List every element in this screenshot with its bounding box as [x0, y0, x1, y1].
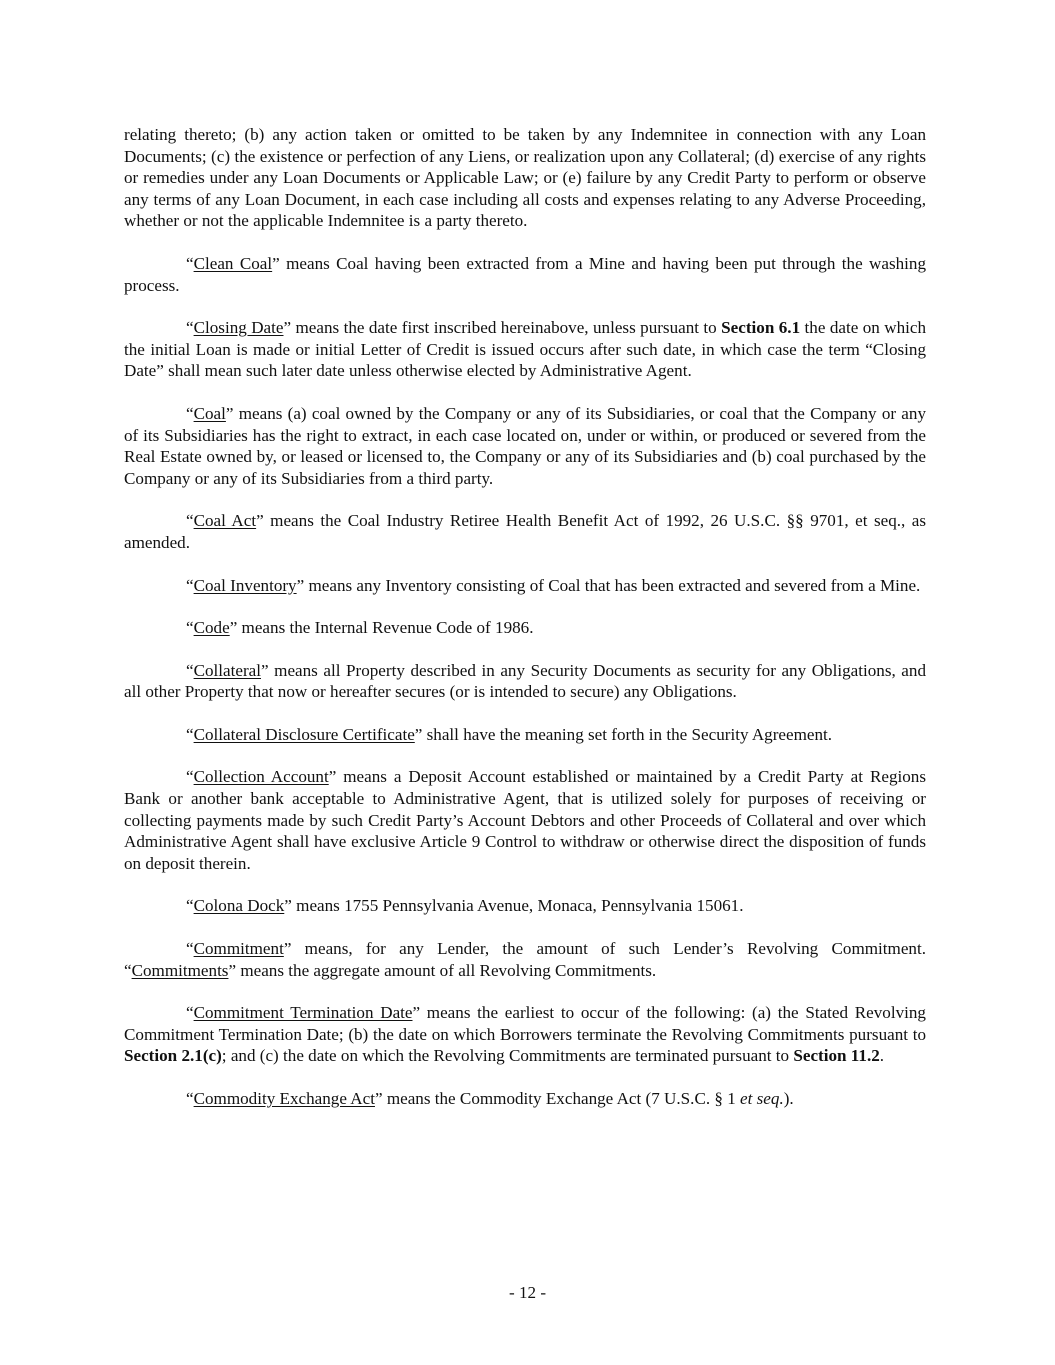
paragraph-text: “ [186, 660, 194, 680]
definition-paragraph [124, 124, 926, 232]
defined-term: Collateral Disclosure Certificate [193, 724, 415, 744]
paragraph-text: ” means the Coal Industry Retiree Health Benefit Act of 1992, 26 U.S.C. §§ 9701, et seq., as amended. [124, 511, 927, 552]
defined-term: Coal Act [193, 511, 257, 531]
paragraph-text: “ [186, 318, 194, 338]
definition-paragraph [124, 766, 926, 874]
document-body [124, 124, 926, 1131]
paragraph-text: ” means, for any Lender, the amount of such Lender’s Revolving Commitment. “ [124, 939, 926, 980]
paragraph-text: ” means the Commodity Exchange Act (7 U.S.C. § 1 [374, 1089, 741, 1108]
definition-paragraph [124, 575, 926, 597]
defined-term: Collateral [193, 660, 261, 680]
definition-paragraph [124, 1002, 926, 1067]
definition-paragraph [124, 1088, 926, 1110]
paragraph-text: ” means the Internal Revenue Code of 1986. [229, 618, 534, 638]
section-reference: Section 6.1 [721, 318, 801, 338]
paragraph-text: ” means Coal having been extracted from a Mine and having been put through the washing process. [124, 253, 927, 295]
paragraph-text: ” means any Inventory consisting of Coal that has been extracted and severed from a Mine. [296, 575, 921, 595]
paragraph-text: “ [186, 511, 194, 531]
page-number: - 12 - [508, 1283, 547, 1302]
definition-paragraph [124, 895, 926, 917]
defined-term: Code [193, 618, 230, 638]
paragraph-text: the date on which the initial Loan is made or initial Letter of Credit is issued occurs after such date, in which case the term “Closing Date” shall mean such later date unless otherwise elected by Administrative Agent. [124, 318, 927, 381]
paragraph-text: ” means a Deposit Account established or maintained by a Credit Party at Regions Bank or another bank acceptable to Administrative Agent, that is utilized solely for purposes of receiving or collecting payments made by such Credit Party’s Account Debtors and other Proceeds of Collateral and over which Administrative Agent shall have exclusive Article 9 Control to withdraw or otherwise direct the disposition of funds on deposit therein. [124, 767, 926, 873]
paragraph-text: ” means the date first inscribed hereinabove, unless pursuant to [283, 318, 722, 338]
defined-term: Commitment [193, 939, 284, 959]
paragraph-text: “ [186, 403, 194, 423]
defined-term: Coal Inventory [193, 575, 297, 595]
definition-paragraph [124, 510, 926, 553]
paragraph-text: “ [186, 575, 194, 595]
definition-paragraph [124, 660, 926, 703]
defined-term: Coal [193, 403, 226, 423]
section-reference: Section 2.1(c) [124, 1046, 222, 1066]
defined-term: Commodity Exchange Act [193, 1089, 375, 1108]
paragraph-text: ; and (c) the date on which the Revolving Commitments are terminated pursuant to [221, 1046, 794, 1066]
paragraph-text: ” shall have the meaning set forth in the Security Agreement. [414, 724, 833, 744]
defined-term: Colona Dock [193, 896, 285, 916]
paragraph-text: “ [186, 253, 194, 273]
definition-paragraph [124, 617, 926, 639]
defined-term: Commitment Termination Date [193, 1003, 413, 1023]
paragraph-text: “ [186, 1003, 194, 1023]
paragraph-text: “ [186, 767, 194, 787]
defined-term: Collection Account [193, 767, 329, 787]
paragraph-text: “ [186, 939, 194, 959]
italic-text: et seq. [740, 1089, 784, 1108]
defined-term: Closing Date [193, 318, 284, 338]
paragraph-text: ” means (a) coal owned by the Company or any of its Subsidiaries, or coal that the Company or any of its Subsidiaries has the right to extract, in each case located on, under or within, or produced or severed from the Real Estate owned by, or leased or licensed to, the Company or any of its Subsidiaries and (b) coal purchased by the Company or any of its Subsidiaries from a third party. [124, 403, 926, 488]
paragraph-text: relating thereto; (b) any action taken or omitted to be taken by any Indemnitee in connection with any Loan Documents; (c) the existence or perfection of any Liens, or realization upon any Collateral; (d) exercise of any rights or remedies under any Loan Documents or Applicable Law; or (e) failure by any Credit Party to perform or observe any terms of any Loan Document, in each case including all costs and expenses relating to any Adverse Proceeding, whether or not the applicable Indemnitee is a party thereto. [124, 125, 926, 231]
paragraph-text: ” means the aggregate amount of all Revolving Commitments. [228, 960, 657, 980]
definition-paragraph [124, 253, 926, 296]
paragraph-text: ). [783, 1089, 794, 1108]
paragraph-text: ” means the earliest to occur of the following: (a) the Stated Revolving Commitment Termination Date; (b) the date on which Borrowers terminate the Revolving Commitments pursuant to [124, 1003, 926, 1044]
paragraph-text: . [879, 1046, 885, 1066]
paragraph-text: ” means 1755 Pennsylvania Avenue, Monaca, Pennsylvania 15061. [284, 896, 744, 916]
defined-term: Commitments [131, 960, 229, 980]
section-reference: Section 11.2 [793, 1046, 880, 1066]
definition-paragraph [124, 938, 926, 981]
paragraph-text: “ [186, 896, 194, 916]
paragraph-text: “ [186, 724, 194, 744]
paragraph-text: ” means all Property described in any Security Documents as security for any Obligations, and all other Property that now or hereafter secures (or is intended to secure) any Obligations. [124, 660, 926, 702]
definition-paragraph [124, 724, 926, 746]
paragraph-text: “ [186, 1089, 194, 1108]
definition-paragraph [124, 317, 926, 382]
paragraph-text: “ [186, 618, 194, 638]
definition-paragraph [124, 403, 926, 489]
defined-term: Clean Coal [193, 253, 273, 273]
